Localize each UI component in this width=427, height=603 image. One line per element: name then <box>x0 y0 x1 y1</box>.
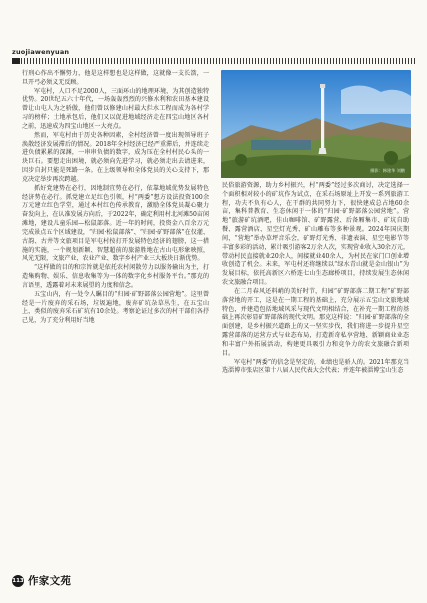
paragraph: 军屯村“两委”的信念是坚定的，业绩也是骄人的。2021年那克当选淄博市张店区第十八届人民代表大会代表；并连年被淄博宝山生态 <box>222 358 409 375</box>
photo-image <box>221 70 411 178</box>
header-rule-accent <box>12 58 20 64</box>
lighthouse-photo <box>221 70 411 178</box>
paragraph: 然而，军屯村由于历史各种因素，全村经济曾一度出现领导班子涣散经济发展滞后的情况。2018年全村经济已经严重滞后，并连续走进负债累累的深渊，一串串负债的数字，成为压在全村村民心头的一块巨石。要想走出困境，就必须向先进学习，就必须走出去请进来，因步自封只能是死路一条。在上级领导和全体党员的关心支持下，那克决定举步再次跨越。 <box>22 131 209 183</box>
left-text-column <box>22 70 209 326</box>
right-text-column <box>222 182 409 376</box>
paragraph: “这样做的目的和宗旨就是依托农村闲散劳力以服务输出为主，打造集购物、娱乐、信息收集等为一体的数字化乡村服务平台。”那克的言语里，透露着对未来展望的力度和信念。 <box>22 264 209 289</box>
section-label: zuojiawenyuan <box>12 48 70 56</box>
paragraph: 行刑心作出不懈努力，他是这样想也是这样做，这就像一支长箭，一旦开弓必须义无反顾。 <box>22 70 209 86</box>
magazine-title: 作家文苑 <box>28 575 72 587</box>
paragraph: 五宝山内，有一处令人瞩目的“归园·矿野部落公园营地”。这里曾经是一片废弃的采石场，垃圾遍地，废弃矿坑杂草丛生，在五宝山上，类似的废弃采石矿坑有10余处。考察论证过多次的村干部们各抒己见，为了充分利用好当地 <box>22 290 209 325</box>
photo-caption: 摄影：韩建华 刘鹏 <box>370 168 405 173</box>
paragraph: 民俗旅游资源，助力乡村振兴，村“两委”经过多次商讨，决定选择一个面积相对较小的矿坑作为试点，在采石场原址上开发一系列旅游工程，功夫不负有心人，在干群的共同努力下，很快建成总占地60余亩，集科普教育、生态休闲于一体的“归园·矿野部落公园营地”。营地“旅游矿坑酒吧，佳山咖啡馆、矿野露营、后备厢集市、矿坑自助餐、露营酒店、星空灯光秀、矿山雕布等多种景观。2024年国庆期间，“营地”举办草坪音乐会，矿野灯光秀、非遗表演、星空电影节等丰富多彩的活动，累计吸引游客2万余人次，实现营业收入30余万元，带动村民直接就业20余人，间接就业40余人，为村民在家门口创业增收创造了机会。未来，军屯村还将继续以“绿水青山就是金山银山”为发展目标，依托高新区六桥连七山生态廊桥项目，持续发展生态休闲农文旅融合项目。 <box>222 182 409 287</box>
paragraph: 抓好党建势在必行，因地制宜势在必行，依靠地域优势发展特色经济势在必行。抓党建立足红色引领，村“两委”想方设法投资100余万元建立红色学堂，通过本村红色传承教育，激励全体党员凝心聚力奋发向上，在认准发展方向后，于2022年，确定利用村北河滩50亩闲滩地，建设儿童乐园—松鼠部落。近一年的时间，投资金八百余万元完成景点五个区域建设，“归园·松鼠部落”、“归园·矿野部落”在仅灌、古韵、古井等文旅项目是军屯村按打开发展特色经济的翅膀，这一措施的实施，一个规划新颖、智慧超前的旅游胜地在古山屯形象映照，风光无限，文旅产业、农业产业、数字乡村产业三大板块日渐优势。 <box>22 184 209 263</box>
header-rule <box>12 58 415 64</box>
page-number: 113 <box>12 575 24 587</box>
paragraph: 军屯村，人口不足2000人，三面环山的地理环境，为其创造独特优势。20世纪五六十年代，一场轰轰烈烈的兴修水利和农田基本建设曾让山屯人为之骄傲，他们曾以修建山村最大拦水工程而成为各村学习的榜样；土地承包后，他们又以促进地域经济走在四宝山地区各村之前，迅速成为四宝山地区一大亮点。 <box>22 87 209 130</box>
page-footer <box>12 573 71 588</box>
paragraph: 在二月春风还料峭的美好时节，归园“矿野部落二期工程”矿野部落营地的开工，这是在一期工程的基础上，充分展示五宝山文旅地域特色，并建造包括地域风采与现代文明相结合，在补充一期工程的基础上再次彰显矿野部落的现代文明。那克这样说：“归园·矿野部落的全面创建，是乡村振兴道路上的又一坚实步伐，我们将进一步提升星空露营部落的运营方式与业态布局，打造新奇私享营地、新颖商业业态和丰富户外拓展活动，构建更具吸引力和竞争力的农文旅融合新项目。 <box>222 287 409 357</box>
